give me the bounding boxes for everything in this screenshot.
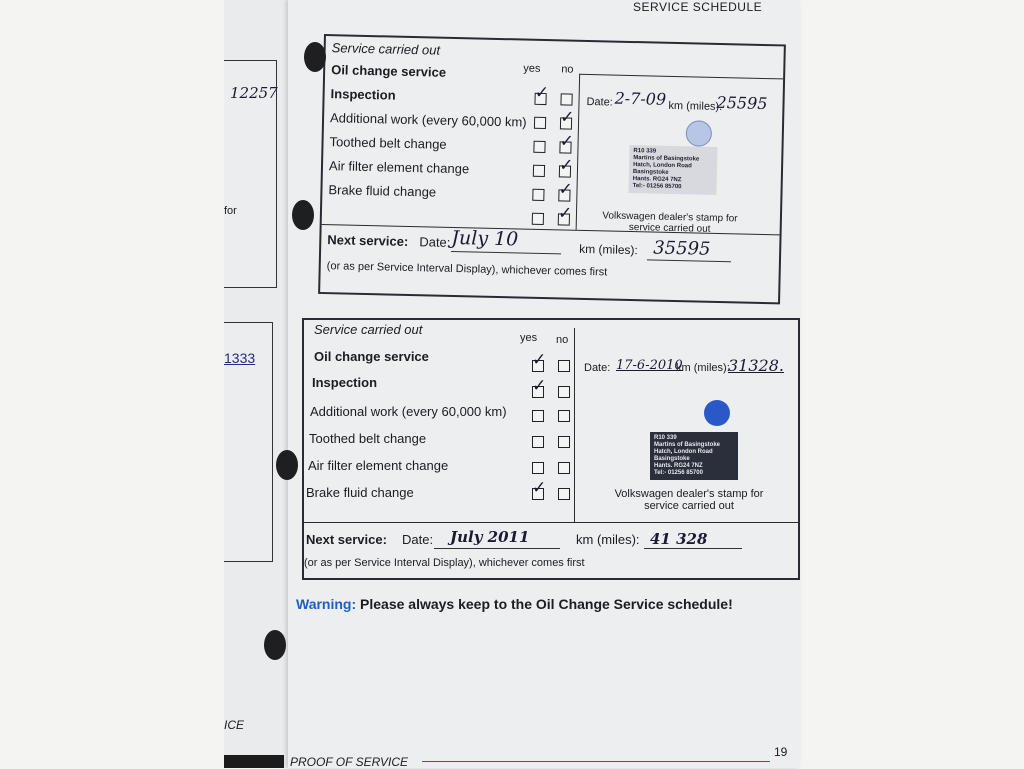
date-value: 2-7-09	[614, 88, 667, 109]
stamp-line: R10 339	[633, 148, 657, 155]
stamp-line: Tel:- 01256 85700	[654, 470, 703, 476]
checkbox-yes[interactable]	[533, 165, 545, 177]
next-date-label: Date:	[419, 234, 451, 250]
stamp-line: Basingstoke	[654, 456, 690, 462]
binder-ring	[304, 42, 326, 72]
left-number-top: 12257	[230, 84, 278, 102]
column-divider	[576, 74, 581, 230]
next-km-label: km (miles):	[579, 241, 639, 258]
next-date-label: Date:	[402, 532, 434, 547]
left-text-for: for	[224, 205, 237, 217]
next-date-underline	[434, 548, 560, 549]
service-box-2	[302, 318, 800, 580]
row-label: Air filter element change	[328, 158, 470, 177]
stamp-caption: Volkswagen dealer's stamp for service carried out	[602, 210, 738, 235]
interval-note: (or as per Service Interval Display), whichever comes first	[326, 260, 608, 279]
check-mark-icon: ✓	[532, 478, 547, 498]
row-label: Inspection	[330, 86, 396, 103]
binder-ring	[292, 200, 314, 230]
section-title: Service carried out	[314, 322, 423, 337]
service-page	[288, 0, 800, 768]
footer-label: PROOF OF SERVICE	[290, 755, 409, 769]
next-date-value: July 10	[451, 226, 519, 251]
row-label: Brake fluid change	[306, 485, 414, 500]
checkbox-no[interactable]	[560, 93, 572, 105]
binder-spine	[224, 755, 284, 768]
check-mark-icon: ✓	[557, 203, 573, 224]
binder-ring	[264, 630, 286, 660]
checkbox-yes[interactable]	[532, 436, 544, 448]
next-service-divider	[304, 522, 798, 523]
checkbox-no[interactable]	[558, 410, 570, 422]
checkbox-no[interactable]	[558, 436, 570, 448]
row-label: Additional work (every 60,000 km)	[329, 110, 527, 130]
stamp-line: Martins of Basingstoke	[654, 442, 721, 448]
check-mark-icon: ✓	[559, 107, 575, 128]
warning-label: Warning:	[296, 596, 357, 612]
check-mark-icon: ✓	[532, 350, 547, 370]
next-km-label: km (miles):	[576, 532, 640, 547]
page-title: SERVICE SCHEDULE	[633, 0, 763, 14]
km-value: 31328.	[728, 356, 784, 375]
column-divider	[574, 328, 575, 522]
seal-icon	[686, 120, 713, 147]
check-mark-icon: ✓	[558, 179, 574, 200]
col-yes: yes	[523, 62, 541, 75]
seal-icon	[704, 400, 730, 426]
row-label: Toothed belt change	[329, 134, 447, 152]
check-mark-icon: ✓	[558, 155, 574, 176]
stamp-line: Hants. RG24 7NZ	[632, 176, 682, 184]
checkbox-yes[interactable]	[532, 462, 544, 474]
date-value: 17-6-2010	[616, 358, 683, 373]
row-label: Inspection	[312, 375, 378, 390]
date-label: Date:	[586, 95, 613, 109]
col-yes: yes	[520, 332, 538, 344]
left-number-mid: 1333	[224, 350, 256, 366]
header-divider	[579, 74, 783, 80]
dealer-stamp	[650, 432, 738, 480]
service-box-1	[318, 34, 786, 304]
checkbox-yes[interactable]	[534, 117, 546, 129]
checkbox-yes[interactable]	[533, 141, 545, 153]
row-label: Additional work (every 60,000 km)	[310, 404, 507, 419]
checkbox-yes[interactable]	[532, 189, 544, 201]
col-no: no	[561, 63, 574, 76]
km-label: km (miles):	[668, 99, 723, 114]
page-number: 19	[774, 745, 788, 759]
row-label: Oil change service	[331, 62, 447, 80]
next-service-label: Next service:	[306, 532, 387, 547]
stamp-line: Basingstoke	[632, 169, 669, 176]
check-mark-icon: ✓	[559, 131, 575, 152]
footer-rule	[422, 761, 770, 762]
stamp-line: Martins of Basingstoke	[633, 155, 700, 163]
warning-line	[296, 596, 733, 612]
row-label: Oil change service	[314, 349, 429, 364]
dealer-stamp	[628, 145, 717, 195]
row-label: Toothed belt change	[309, 431, 427, 446]
checkbox-no[interactable]	[558, 488, 570, 500]
section-title: Service carried out	[331, 40, 441, 58]
checkbox-yes[interactable]	[532, 213, 544, 225]
km-value: 25595	[716, 92, 768, 114]
stamp-caption: Volkswagen dealer's stamp for service carried out	[614, 488, 764, 512]
stamp-line: R10 339	[654, 435, 677, 441]
row-label: Brake fluid change	[328, 182, 437, 200]
checkbox-no[interactable]	[558, 360, 570, 372]
stamp-line: Hants. RG24 7NZ	[654, 463, 703, 469]
next-date-underline	[451, 251, 561, 254]
check-mark-icon: ✓	[532, 376, 547, 396]
km-label: km (miles):	[676, 362, 730, 374]
warning-text: Please always keep to the Oil Change Service schedule!	[360, 596, 733, 612]
next-km-value: 35595	[652, 237, 711, 260]
stamp-line: Tel:- 01256 85700	[632, 183, 682, 191]
next-date-value: July 2011	[450, 528, 530, 546]
binder-ring	[276, 450, 298, 480]
row-label: Air filter element change	[308, 458, 449, 473]
check-mark-icon: ✓	[534, 82, 550, 104]
next-km-underline	[644, 548, 742, 549]
col-no: no	[556, 334, 569, 346]
checkbox-yes[interactable]	[532, 410, 544, 422]
date-label: Date:	[584, 362, 611, 374]
next-km-underline	[647, 259, 731, 262]
left-fragment-bottom: ICE	[224, 718, 245, 732]
stamp-line: Hatch, London Road	[654, 449, 713, 455]
stamp-line: Hatch, London Road	[633, 162, 692, 170]
checkbox-no[interactable]	[558, 386, 570, 398]
interval-note: (or as per Service Interval Display), whichever comes first	[304, 557, 585, 569]
checkbox-no[interactable]	[558, 462, 570, 474]
next-service-label: Next service:	[327, 232, 409, 249]
next-km-value: 41 328	[650, 530, 708, 548]
